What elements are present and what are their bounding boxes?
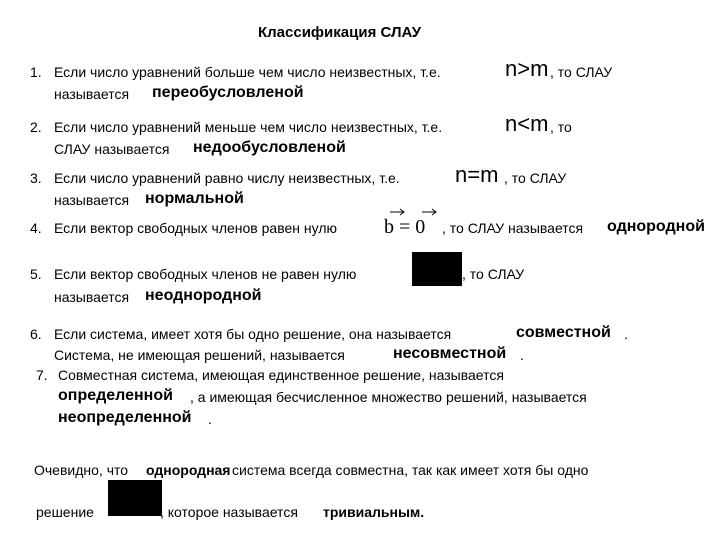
item-1-text: Если число уравнений больше чем число неизвестных, т.е.	[54, 64, 441, 80]
term-normal: нормальной	[145, 190, 244, 207]
item-6-line2: Система, не имеющая решений, называется	[54, 347, 345, 363]
term-indeterminate: неопределенной	[58, 409, 192, 426]
item-2-text: Если число уравнений меньше чем число неизвестных, т.е.	[54, 119, 443, 135]
item-5-tail: , то СЛАУ	[462, 266, 525, 282]
footer-line2-start: решение	[36, 504, 94, 520]
redacted-formula-block	[108, 480, 162, 516]
term-inhomogeneous: неоднородной	[145, 287, 262, 304]
item-2-expression: n<m	[505, 111, 549, 136]
redacted-formula-block	[412, 252, 462, 286]
term-consistent: совместной	[516, 324, 611, 341]
item-number: 4.	[30, 220, 42, 236]
item-7-text: Совместная система, имеющая единственное решение, называется	[58, 367, 504, 383]
item-3-line2: называется	[54, 192, 130, 208]
page-title: Классификация СЛАУ	[258, 24, 422, 41]
item-1-line2: называется	[54, 86, 130, 102]
item-6-text: Если система, имеет хотя бы одно решение, она называется	[54, 326, 452, 342]
item-3-tail: , то СЛАУ	[504, 170, 567, 186]
term-overdetermined: переобусловленой	[152, 84, 304, 101]
item-5-line2: называется	[54, 289, 130, 305]
footer-text-cont: система всегда совместна, так как имеет хотя бы одно	[232, 462, 589, 478]
item-number: 7.	[36, 367, 48, 383]
footer-line2-mid: , которое называется	[160, 504, 298, 520]
zero-vector-equation: b = 0	[384, 216, 426, 238]
item-number: 5.	[30, 266, 42, 282]
item-6-dot2: .	[520, 347, 524, 363]
term-underdetermined: недообусловленой	[193, 139, 346, 156]
item-5-text: Если вектор свободных членов не равен нулю	[54, 266, 357, 282]
item-number: 2.	[30, 119, 42, 135]
item-1-expression: n>m	[505, 56, 549, 81]
item-7-dot: .	[208, 411, 212, 427]
item-number: 6.	[30, 326, 42, 342]
item-4-text: Если вектор свободных членов равен нулю	[54, 220, 337, 236]
item-number: 3.	[30, 170, 42, 186]
item-6-dot: .	[624, 326, 628, 342]
item-7-mid: , а имеющая бесчисленное множество решений, называется	[190, 389, 587, 405]
item-number: 1.	[30, 64, 42, 80]
term-determined: определенной	[58, 387, 173, 404]
term-trivial: тривиальным.	[323, 504, 425, 520]
item-3-text: Если число уравнений равно числу неизвестных, т.е.	[54, 170, 400, 186]
item-2-line2: СЛАУ называется	[54, 141, 170, 157]
term-inconsistent: несовместной	[393, 345, 507, 362]
footer-term-homogeneous: однородная	[146, 462, 231, 478]
term-homogeneous: однородной	[607, 218, 705, 235]
item-4-tail: , то СЛАУ называется	[442, 220, 584, 236]
item-1-tail: , то СЛАУ	[550, 64, 613, 80]
footer-text: Очевидно, что	[34, 462, 129, 478]
item-3-expression: n=m	[455, 162, 499, 187]
item-2-tail: , то	[550, 119, 572, 135]
